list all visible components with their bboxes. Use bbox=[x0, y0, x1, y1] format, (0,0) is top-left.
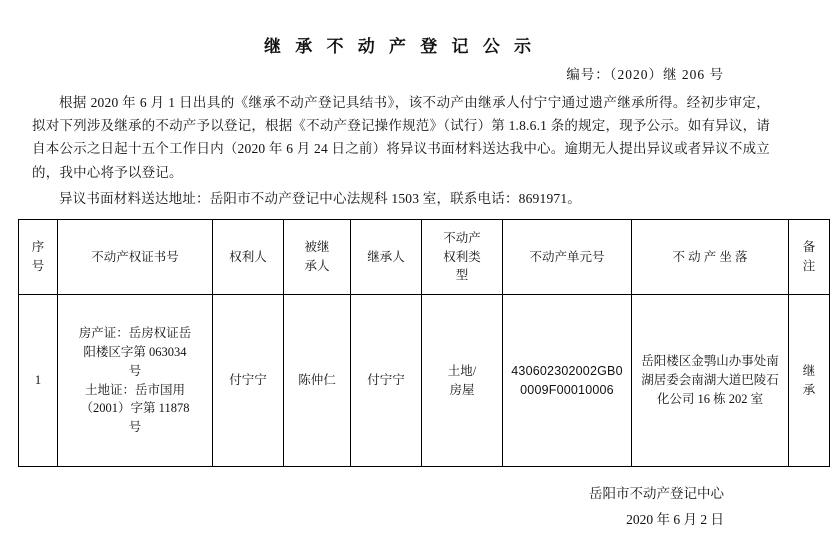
cell-owner: 付宁宁 bbox=[213, 295, 284, 467]
cell-unit-no: 430602302002GB0 0009F00010006 bbox=[503, 295, 632, 467]
column-header-seq: 序 号 bbox=[19, 220, 58, 295]
cell-heir: 付宁宁 bbox=[351, 295, 422, 467]
column-header-remark: 备 注 bbox=[789, 220, 830, 295]
issuing-organization: 岳阳市不动产登记中心 bbox=[589, 486, 724, 502]
notice-paragraph-address: 异议书面材料送达地址：岳阳市不动产登记中心法规科 1503 室，联系电话：8691971。 bbox=[59, 190, 581, 206]
column-header-deceased: 被继 承人 bbox=[284, 220, 351, 295]
column-header-unit-no: 不动产单元号 bbox=[503, 220, 632, 295]
table-header-row bbox=[19, 220, 830, 295]
page-title: 继 承 不 动 产 登 记 公 示 bbox=[264, 37, 536, 56]
column-header-type: 不动产 权利类 型 bbox=[422, 220, 503, 295]
column-header-heir: 继承人 bbox=[351, 220, 422, 295]
cell-remark: 继 承 bbox=[789, 295, 830, 467]
column-header-location: 不 动 产 坐 落 bbox=[632, 220, 789, 295]
column-header-owner: 权利人 bbox=[213, 220, 284, 295]
cell-seq: 1 bbox=[19, 295, 58, 467]
notice-paragraph-main: 根据 2020 年 6 月 1 日出具的《继承不动产登记具结书》，该不动产由继承人付宁宁通过遗产继承所得。经初步审定， 拟对下列涉及继承的不动产予以登记，根据《不动产登记操作规范》（试行）第 1.8.6.1 条的规定，现予公示。如有异议，请自本公示之日起十五个工作日内（2020 年 6 月 24 日之前）将异议书面材料送达我中心。逾期无人提出异议或者异议不成立的，我中心将予以登记。 bbox=[32, 95, 770, 180]
table-row bbox=[19, 295, 830, 467]
document-page bbox=[0, 32, 816, 546]
cell-deceased: 陈仲仁 bbox=[284, 295, 351, 467]
cell-location: 岳阳楼区金鹗山办事处南 湖居委会南湖大道巴陵石 化公司 16 栋 202 室 bbox=[632, 295, 789, 467]
cell-type: 土地/ 房屋 bbox=[422, 295, 503, 467]
issue-date: 2020 年 6 月 2 日 bbox=[626, 512, 724, 528]
column-header-cert-no: 不动产权证书号 bbox=[58, 220, 213, 295]
registration-table bbox=[18, 219, 830, 467]
signature-block bbox=[18, 481, 782, 534]
cell-cert-no: 房产证：岳房权证岳 阳楼区字第 063034 号 土地证：岳市国用 （2001）字第 11878 号 bbox=[58, 295, 213, 467]
document-number: 编号：（2020）继 206 号 bbox=[566, 67, 724, 82]
